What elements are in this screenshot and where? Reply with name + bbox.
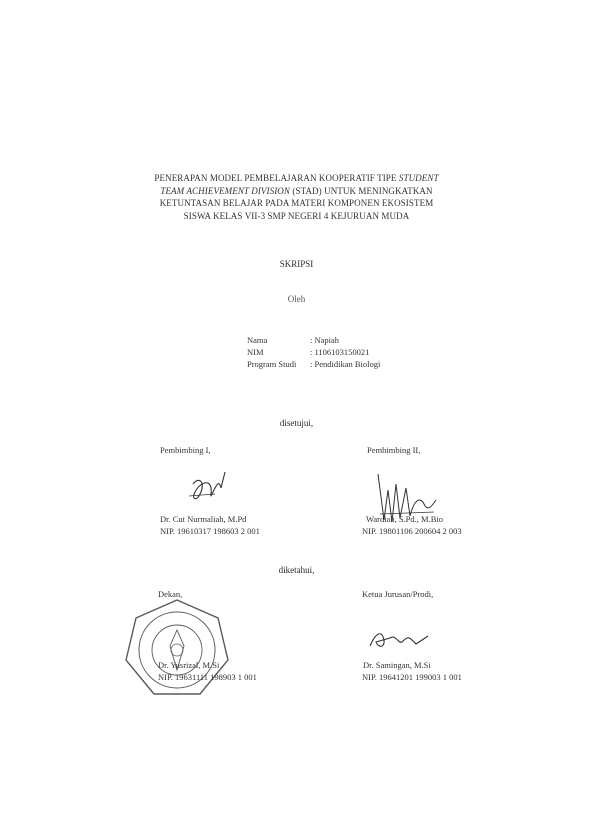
info-label-program: Program Studi — [247, 359, 297, 369]
approved-label: disetujui, — [279, 418, 314, 428]
title-line-3: KETUNTASAN BELAJAR PADA MATERI KOMPONEN EKOSISTEM — [159, 198, 434, 208]
supervisor1-nip: NIP. 19610317 198603 2 001 — [160, 526, 260, 536]
supervisor1-role: Pembimbing I, — [160, 445, 211, 455]
info-value-name: : Napiah — [310, 335, 340, 345]
supervisor2-nip: NIP. 19801106 200604 2 003 — [362, 526, 462, 536]
supervisor1-signature — [185, 462, 235, 510]
dean-nip: NIP. 19631111 198903 1 001 — [158, 672, 257, 682]
supervisor1-name: Dr. Cut Nurmaliah, M.Pd — [160, 514, 247, 524]
title-line-1-italic: STUDENT — [398, 173, 439, 183]
head-nip: NIP. 19641201 199003 1 001 — [362, 672, 462, 682]
title-line-2-text: (STAD) UNTUK MENINGKATKAN — [290, 185, 433, 196]
title-line-2-italic: TEAM ACHIEVEMENT DIVISION — [160, 185, 291, 196]
title-line-4: SISWA KELAS VII-3 SMP NEGERI 4 KEJURUAN MUDA — [183, 210, 410, 221]
thesis-title — [0, 172, 593, 222]
info-value-program: : Pendidikan Biologi — [310, 359, 381, 369]
dean-name: Dr. Yusrizal, M.Si — [158, 660, 220, 670]
supervisor2-role: Pembimbing II, — [367, 445, 421, 455]
title-line-1 — [0, 172, 593, 185]
supervisor2-name: Wardiah, S.Pd., M.Bio — [366, 514, 443, 524]
info-value-nim: : 1106103150021 — [310, 347, 370, 357]
info-label-name: Nama — [247, 335, 268, 345]
title-line-2 — [0, 185, 593, 198]
dean-role: Dekan, — [158, 589, 183, 599]
head-signature — [366, 626, 436, 656]
faculty-stamp — [122, 598, 232, 698]
info-label-nim: NIM — [247, 347, 264, 357]
head-role: Ketua Jurusan/Prodi, — [362, 589, 434, 599]
by-label: Oleh — [287, 294, 306, 304]
head-name: Dr. Samingan, M.Si — [363, 660, 431, 670]
acknowledged-label: diketahui, — [278, 565, 315, 575]
document-type: SKRIPSI — [279, 259, 314, 269]
title-line-1-text: PENERAPAN MODEL PEMBELAJARAN KOOPERATIF TIPE — [154, 173, 397, 183]
